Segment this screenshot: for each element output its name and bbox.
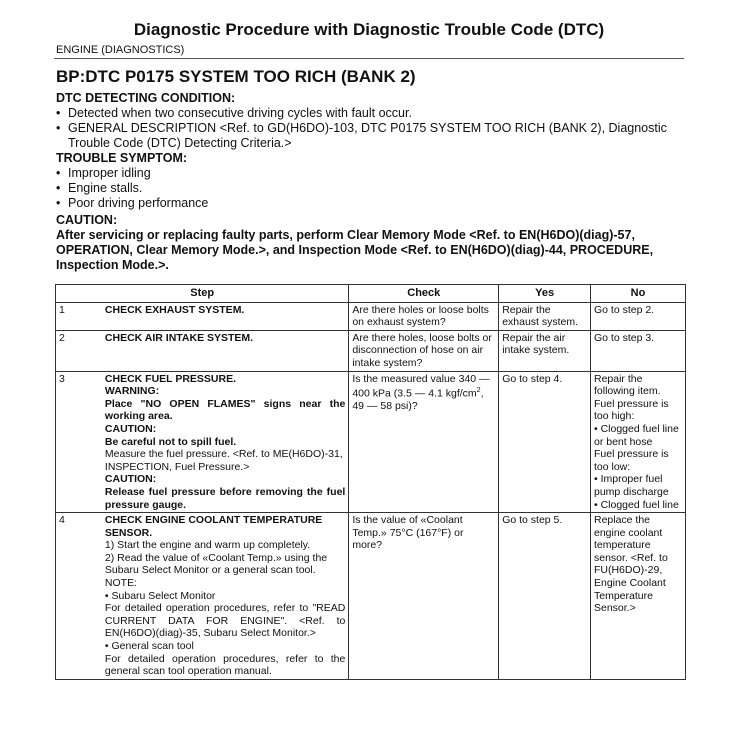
note-line: For detailed operation procedures, refer to the general scan tool operation manual. [104, 652, 346, 678]
step-title: CHECK EXHAUST SYSTEM. [104, 303, 245, 316]
yes-cell: Go to step 4. [499, 371, 591, 513]
step-title: CHECK ENGINE COOLANT TEMPERATURE SENSOR. [104, 514, 323, 539]
no-line: Fuel pressure is too high: [593, 397, 669, 423]
procedure-line: 1) Start the engine and warm up completely. [104, 539, 311, 552]
dtc-description [56, 91, 686, 273]
step-number: 2 [56, 330, 102, 371]
table-row [56, 302, 686, 330]
no-cell: Go to step 2. [590, 302, 685, 330]
list-item: • Poor driving performance [56, 196, 686, 211]
warning-text: Place "NO OPEN FLAMES" signs near the working area. [104, 397, 346, 423]
header-yes: Yes [499, 285, 591, 303]
check-cell: Are there holes, loose bolts or disconnection of hose on air intake system? [349, 330, 499, 371]
note-line: For detailed operation procedures, refer to "READ CURRENT DATA FOR ENGINE". <Ref. to EN(H6DO)(diag)-35, Subaru Select Monitor.> [104, 602, 346, 640]
header-step: Step [56, 285, 349, 303]
check-text: Is the measured value 340 — 400 kPa (3.5 — 4.1 kgf/cm [352, 372, 490, 400]
step-number: 4 [56, 513, 102, 680]
dtc-title: BP:DTC P0175 SYSTEM TOO RICH (BANK 2) [56, 67, 416, 86]
list-item: • Detected when two consecutive driving cycles with fault occur. [56, 106, 686, 121]
table-row [56, 330, 686, 371]
caution-label: CAUTION: [104, 473, 157, 486]
header-divider [54, 58, 684, 59]
list-item: • Engine stalls. [56, 181, 686, 196]
no-cell: Replace the engine coolant temperature sensor. <Ref. to FU(H6DO)-29, Engine Coolant Temperature Sensor.> [590, 513, 685, 680]
check-cell: Is the value of «Coolant Temp.» 75°C (167°F) or more? [349, 513, 499, 680]
step-title: CHECK AIR INTAKE SYSTEM. [104, 331, 254, 344]
trouble-symptom-heading: TROUBLE SYMPTOM: [56, 151, 188, 165]
table-row [56, 371, 686, 513]
note-label: NOTE: [104, 577, 138, 590]
no-line: Fuel pressure is too low: [593, 448, 669, 473]
list-item: • GENERAL DESCRIPTION <Ref. to GD(H6DO)-103, DTC P0175 SYSTEM TOO RICH (BANK 2), Diagnostic Trouble Code (DTC) Detecting Criteria.> [56, 121, 686, 151]
detecting-condition-heading: DTC DETECTING CONDITION: [56, 91, 236, 105]
caution-label: CAUTION: [104, 422, 157, 435]
page-title: Diagnostic Procedure with Diagnostic Trouble Code (DTC) [133, 20, 605, 39]
table-row [56, 513, 686, 680]
warning-label: WARNING: [104, 385, 160, 398]
caution-text: Be careful not to spill fuel. [104, 435, 237, 448]
step-number: 1 [56, 302, 102, 330]
step-cell [102, 371, 349, 513]
yes-cell: Repair the exhaust system. [499, 302, 591, 330]
note-line: • Subaru Select Monitor [104, 589, 216, 602]
procedure-line: 2) Read the value of «Coolant Temp.» using the Subaru Select Monitor or a general scan tool. [104, 551, 328, 577]
list-item: • Improper idling [56, 166, 686, 181]
check-cell: Are there holes or loose bolts on exhaust system? [349, 302, 499, 330]
note-line: • General scan tool [104, 640, 194, 653]
detecting-condition-list [56, 106, 686, 151]
caution-text: Release fuel pressure before removing the fuel pressure gauge. [104, 485, 346, 511]
trouble-symptom-list [56, 166, 686, 211]
step-body: Measure the fuel pressure. <Ref. to ME(H6DO)-31, INSPECTION, Fuel Pressure.> [104, 448, 343, 473]
yes-cell: Go to step 5. [499, 513, 591, 680]
no-line: Repair the following item. [593, 372, 661, 398]
caution-heading: CAUTION: [56, 213, 118, 227]
section-label: ENGINE (DIAGNOSTICS) [56, 44, 185, 56]
superscript: 2 [476, 387, 481, 395]
step-title: CHECK FUEL PRESSURE. [104, 372, 236, 385]
step-cell [102, 330, 349, 371]
no-line: • Clogged fuel line or bent hose [593, 422, 679, 448]
yes-cell: Repair the air intake system. [499, 330, 591, 371]
header-check: Check [349, 285, 499, 303]
diagnostic-table [55, 284, 686, 680]
step-cell [102, 302, 349, 330]
step-number: 3 [56, 371, 102, 513]
check-text: , 49 — 58 psi)? [352, 387, 484, 413]
no-line: • Clogged fuel line [593, 498, 679, 511]
table-header-row [56, 285, 686, 303]
caution-text: After servicing or replacing faulty parts, perform Clear Memory Mode <Ref. to EN(H6DO)(diag)-57, OPERATION, Clear Memory Mode.>, and Inspection Mode <Ref. to EN(H6DO)(diag)-44, PROCEDURE, Inspection Mode.>. [56, 228, 654, 272]
step-cell [102, 513, 349, 680]
no-cell: Go to step 3. [590, 330, 685, 371]
no-line: • Improper fuel pump discharge [593, 473, 669, 498]
check-cell [349, 371, 499, 513]
header-no: No [590, 285, 685, 303]
no-cell [590, 371, 685, 513]
